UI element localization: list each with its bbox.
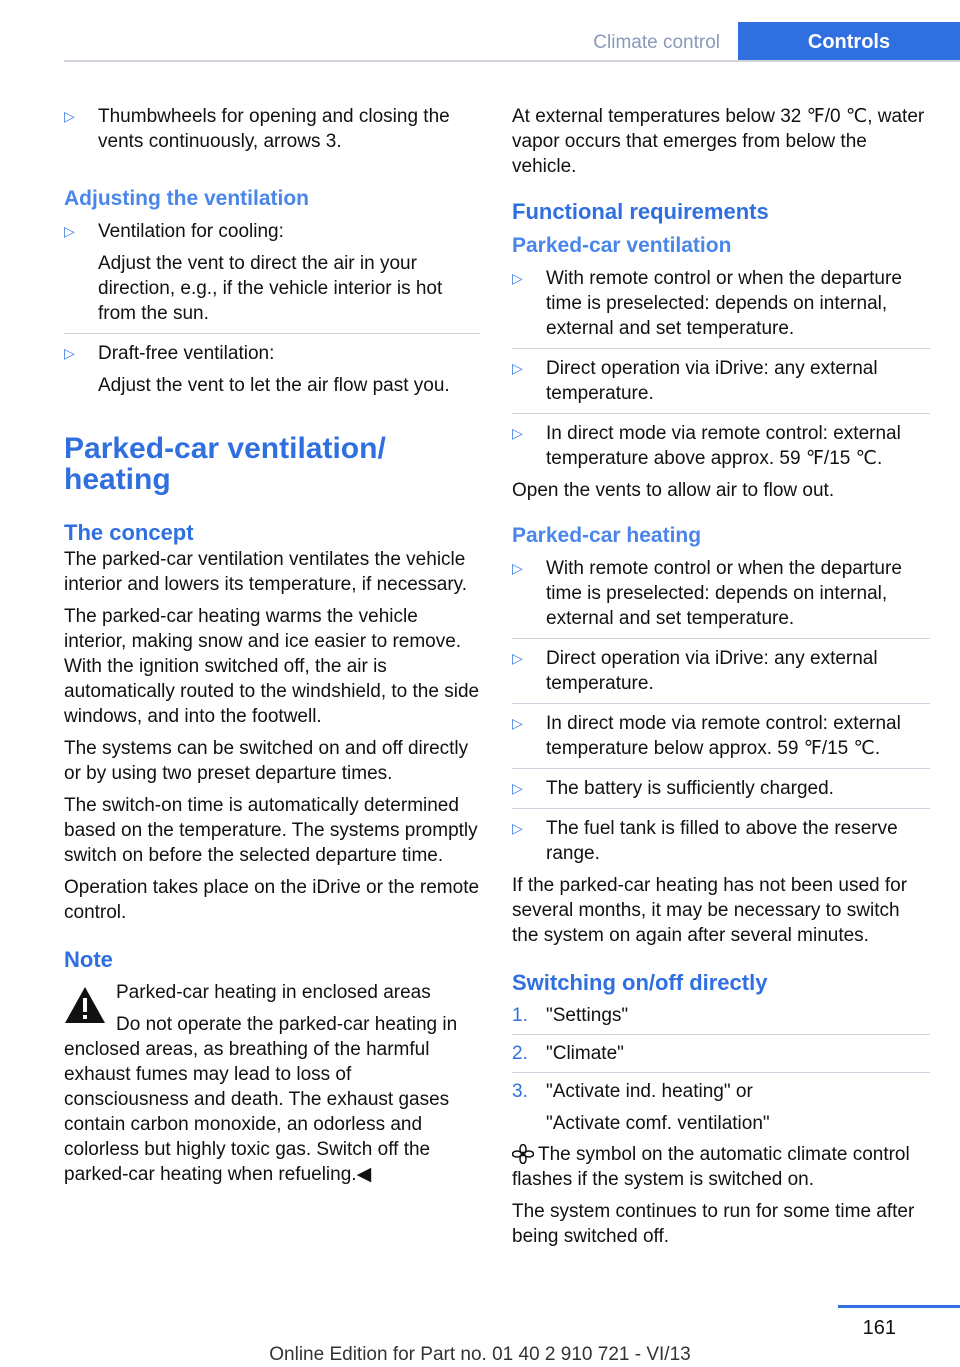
triangle-bullet-icon: ▷: [512, 425, 523, 441]
list-item: ▷ With remote control or when the departure time is preselected: depends on internal, external and set temperature.: [512, 556, 930, 639]
triangle-bullet-icon: ▷: [64, 223, 75, 239]
list-item: ▷ Direct operation via iDrive: any external temperature.: [512, 646, 930, 704]
page-header: [64, 0, 960, 62]
list-item: 1. "Settings": [512, 1003, 930, 1035]
steps-list: [512, 1003, 930, 1142]
triangle-bullet-icon: ▷: [512, 820, 523, 836]
thumbwheel-list: [64, 104, 480, 161]
paragraph: Operation takes place on the iDrive or the remote control.: [64, 877, 480, 923]
paragraph: The switch-on time is automatically determined based on the temperature. The systems promptly switch on before the selected departure time.: [64, 795, 478, 866]
list-item: ▷ In direct mode via remote control: external temperature below approx. 59 ℉/15 ℃.: [512, 711, 930, 769]
triangle-bullet-icon: ▷: [64, 108, 75, 124]
edition-text: Online Edition for Part no. 01 40 2 910 721 - VI/13: [269, 1344, 691, 1365]
ventilation-list: [512, 266, 930, 478]
switching-heading: Switching on/off directly: [512, 970, 768, 995]
paragraph: At external temperatures below 32 ℉/0 ℃, water vapor occurs that emerges from below the vehicle.: [512, 106, 925, 177]
adjusting-heading: Adjusting the ventilation: [64, 187, 309, 210]
triangle-bullet-icon: ▷: [512, 560, 523, 576]
triangle-bullet-icon: ▷: [512, 650, 523, 666]
triangle-bullet-icon: ▷: [512, 270, 523, 286]
ventilation-heading: Parked-car ventilation: [512, 234, 732, 257]
paragraph: The parked-car heating warms the vehicle interior, making snow and ice easier to remove. With the ignition switched off, the air is automatically routed to the windshield, to the side windows, and into the footwell.: [64, 606, 480, 727]
main-heading: Parked-car ventilation/ heating: [64, 432, 386, 496]
list-item: ▷ With remote control or when the departure time is preselected: depends on internal, external and set temperature.: [512, 266, 930, 349]
list-item: ▷ In direct mode via remote control: external temperature above approx. 59 ℉/15 ℃.: [512, 423, 901, 469]
list-item: 2. "Climate": [512, 1041, 930, 1073]
functional-heading: Functional requirements: [512, 199, 769, 224]
list-item: ▷ Ventilation for cooling: Adjust the vent to direct the air in your direction, e.g., if the vehicle interior is hot from the sun.: [64, 219, 480, 334]
paragraph: The system continues to run for some time after being switched off.: [512, 1201, 915, 1247]
triangle-bullet-icon: ▷: [512, 715, 523, 731]
warning-lead: Do not operate the parked-car heating in: [116, 1014, 458, 1035]
controls-tab[interactable]: Controls: [738, 22, 960, 62]
paragraph: The parked-car ventilation ventilates the vehicle interior and lowers its temperature, if necessary.: [64, 549, 468, 595]
warning-triangle-icon: [64, 986, 106, 1024]
heating-list: [512, 556, 930, 873]
warning-box: [64, 980, 480, 1037]
triangle-bullet-icon: ▷: [512, 360, 523, 376]
triangle-bullet-icon: ▷: [64, 345, 75, 361]
section-tab[interactable]: Climate control: [593, 32, 720, 53]
left-column: [64, 104, 480, 1194]
paragraph: Open the vents to allow air to flow out.: [512, 480, 835, 501]
symbol-paragraph: The symbol on the automatic climate control flashes if the system is switched on.: [512, 1144, 910, 1190]
list-item: ▷ Thumbwheels for opening and closing the vents continuously, arrows 3.: [64, 106, 450, 152]
ventilation-modes-list: [64, 219, 480, 405]
warning-title: Parked-car heating in enclosed areas: [116, 982, 431, 1003]
list-item: ▷ Direct operation via iDrive: any external temperature.: [512, 356, 930, 414]
heating-heading: Parked-car heating: [512, 524, 702, 547]
list-item: ▷ Draft-free ventilation: Adjust the vent to let the air flow past you.: [64, 343, 450, 396]
fan-icon: [512, 1144, 534, 1164]
paragraph: If the parked-car heating has not been used for several months, it may be necessary to switch the system on again after several minutes.: [512, 875, 908, 946]
list-item: ▷ The fuel tank is filled to above the reserve range.: [512, 818, 898, 864]
right-column: [512, 104, 930, 1256]
note-heading: Note: [64, 947, 113, 972]
concept-heading: The concept: [64, 520, 194, 545]
warning-text: enclosed areas, as breathing of the harmful exhaust fumes may lead to loss of consciousness and death. The exhaust gases contain carbon monoxide, an odorless and colorless but highly toxic gas. Switch off the parked-car heating when refueling.◀: [64, 1039, 450, 1185]
header-rule: [64, 60, 960, 62]
footer-rule: [838, 1305, 960, 1308]
page-number: 161: [862, 1317, 896, 1339]
list-item: 3. "Activate ind. heating" or "Activate comf. ventilation": [512, 1081, 770, 1134]
paragraph: The systems can be switched on and off directly or by using two preset departure times.: [64, 738, 469, 784]
triangle-bullet-icon: ▷: [512, 780, 523, 796]
list-item: ▷ The battery is sufficiently charged.: [512, 776, 930, 809]
